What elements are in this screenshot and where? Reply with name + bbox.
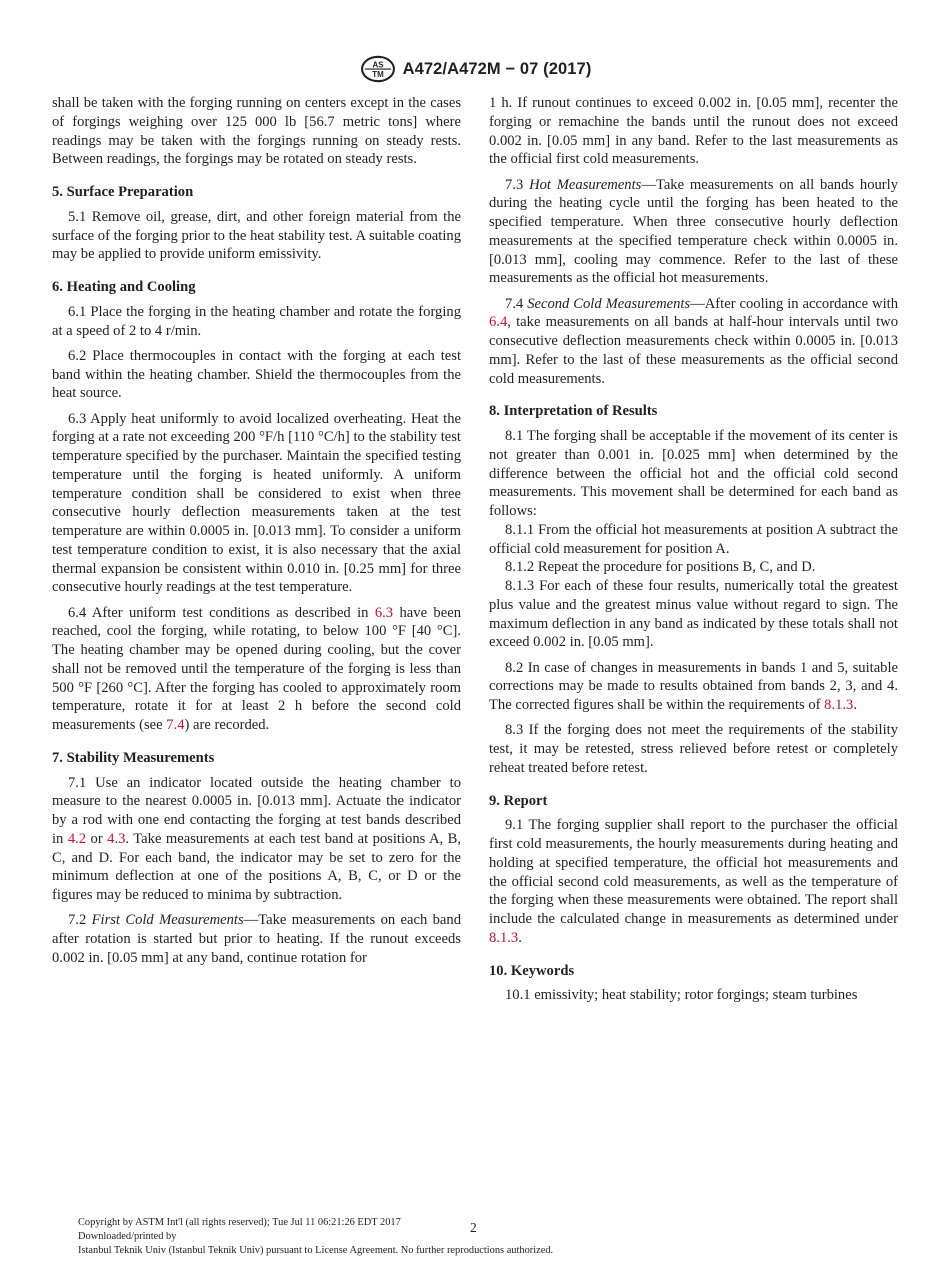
subsection-title: Hot Measurements <box>529 176 642 193</box>
paragraph-7-1 <box>52 774 461 905</box>
text-segment: 6.4 After uniform test conditions as described in <box>68 604 375 621</box>
cross-reference-link[interactable]: 6.3 <box>374 604 394 621</box>
text-segment: 7.4 <box>505 295 528 312</box>
section-heading-6: 6. Heating and Cooling <box>52 279 196 295</box>
svg-text:TM: TM <box>371 69 384 79</box>
paragraph-8-1-3: 8.1.3 For each of these four results, numerically total the greatest plus value and the greatest minus value without regard to sign. The maximum deflection in any band as indicated by these totals shall not exceed 0.002 in. [0.05 mm]. <box>489 578 898 651</box>
astm-logo-icon <box>359 54 397 84</box>
paragraph-9-1 <box>489 816 898 947</box>
paragraph-10-1: 10.1 emissivity; heat stability; rotor forgings; steam turbines <box>505 987 858 1004</box>
paragraph-6-2: 6.2 Place thermocouples in contact with the forging at each test band within the heating chamber. Shield the thermocouples from the heat source. <box>52 347 461 402</box>
paragraph-7-3 <box>489 176 898 289</box>
text-segment: 8.2 In case of changes in measurements in bands 1 and 5, suitable corrections may be made to results obtained from bands 2, 3, and 4. The corrected figures shall be within the requirements of <box>489 659 898 713</box>
page-number: 2 <box>470 1220 477 1235</box>
cross-reference-link[interactable]: 8.1.3 <box>824 697 854 713</box>
text-segment: . <box>853 697 857 713</box>
section-heading-7: 7. Stability Measurements <box>52 749 215 766</box>
svg-text:AS: AS <box>372 60 384 70</box>
paragraph-7-4 <box>489 295 898 389</box>
paragraph-continuation: shall be taken with the forging running on centers except in the cases of forgings weighing over 125 000 lb [56.7 metric tons] where readings may be taken with the forgings running on steady rests. Between readings, the forgings may be rotated on steady rests. <box>52 95 461 168</box>
text-segment: 7.1 Use an indicator located outside the heating chamber to measure to the nearest 0.0005 in. [0.013 mm]. Actuate the indicator by a rod with one end contacting the forging at test bands described in <box>52 774 461 847</box>
paragraph-8-1-1: 8.1.1 From the official hot measurements at position A subtract the official cold measurement for position A. <box>489 521 898 557</box>
text-segment: —Take measurements on all bands hourly during the heating cycle until the forging has been heated to the specified temperature. When three consecutive hourly deflection measurements at the specified temperature check within 0.0005 in. [0.013 mm], cooling may commence. Refer to the last of these measurements as the official hot measurements. <box>489 176 898 287</box>
text-segment: —After cooling in accordance with <box>690 295 898 312</box>
section-heading-8: 8. Interpretation of Results <box>489 403 658 420</box>
paragraph-8-1: 8.1 The forging shall be acceptable if the movement of its center is not greater than 0.001 in. [0.025 mm] when determined by the difference between the official hot and the official cold second measurements. This movement shall be determined for each band as follows: <box>489 428 898 519</box>
cross-reference-link[interactable]: 6.4 <box>489 314 508 331</box>
text-segment: . <box>518 929 522 946</box>
subsection-title: Second Cold Measurements <box>527 295 691 312</box>
text-segment: ) are recorded. <box>184 717 270 733</box>
section-heading-10: 10. Keywords <box>489 962 575 979</box>
text-segment: have been reached, cool the forging, while rotating, to below 100 °F [40 °C]. The heating chamber may be opened during cooling, but the cover shall not be removed until the temperature of the forging is less than 500 °F [260 °C]. After the forging has cooled to approximately room temperature, rotate it for at least 2 h before the second cold measurements (see <box>52 604 461 733</box>
section-heading-9: 9. Report <box>489 792 548 809</box>
paragraph-8-2 <box>489 659 898 715</box>
footer-line-downloaded: Downloaded/printed by <box>78 1231 177 1243</box>
footer-line-license: Istanbul Teknik Univ (Istanbul Teknik Univ) pursuant to License Agreement. No further reproductions authorized. <box>78 1245 554 1257</box>
copyright-footer <box>78 1216 898 1259</box>
text-segment: 9.1 The forging supplier shall report to the purchaser the official first cold measurements, the hourly measurements during heating and holding at specified temperature, the official hot measurements and the official second cold measurements, as well as the temperature of the forging when these measurements were obtained. The report shall include the calculated change in measurements as determined under <box>489 817 898 927</box>
paragraph-5-1: 5.1 Remove oil, grease, dirt, and other foreign material from the surface of the forging prior to the heat stability test. A suitable coating may be applied to provide uniform emissivity. <box>52 208 461 263</box>
section-heading-5: 5. Surface Preparation <box>52 184 194 200</box>
right-column <box>489 94 898 1005</box>
cross-reference-link[interactable]: 7.4 <box>166 717 185 733</box>
text-segment: , take measurements on all bands at half-hour intervals until two consecutive deflection measurements check within 0.0005 in. [0.013 mm]. Refer to the last of these measurements as the official second cold measurements. <box>489 314 898 387</box>
paragraph-6-3: 6.3 Apply heat uniformly to avoid localized overheating. Heat the forging at a rate not exceeding 200 °F/h [110 °C/h] to the stability test temperature specified by the purchaser. Maintain the specified testing temperature until the forging is heated uniformly. A uniform temperature condition shall be considered to exist when three consecutive hourly deflection measurements taken at the test temperature are within 0.0005 in. [0.013 mm]. To consider a uniform test temperature condition to exist, it is also necessary that the axial thermal expansion be consistent within 0.010 in. [0.25 mm] for three consecutive hourly readings at the test temperature. <box>52 410 461 596</box>
text-segment: 7.2 <box>68 912 92 929</box>
paragraph-6-4 <box>52 604 461 735</box>
cross-reference-link[interactable]: 4.2 <box>67 830 87 847</box>
text-segment: 7.3 <box>505 176 530 193</box>
paragraph-8-1-2: 8.1.2 Repeat the procedure for positions B, C, and D. <box>505 559 816 576</box>
paragraph-continuation: 1 h. If runout continues to exceed 0.002 in. [0.05 mm], recenter the forging or remachine the bands until the runout does not exceed 0.002 in. [0.05 mm] in any band. Refer to the last measurements as the official first cold measurements. <box>489 95 898 168</box>
text-segment: —Take measurements on each band after rotation is started but prior to heating. If the runout exceeds 0.002 in. [0.05 mm] at any band, continue rotation for <box>52 912 461 966</box>
subsection-title: First Cold Measurements <box>91 912 244 929</box>
standard-designation: A472/A472M − 07 (2017) <box>402 59 592 78</box>
cross-reference-link[interactable]: 8.1.3 <box>489 929 519 946</box>
paragraph-8-3: 8.3 If the forging does not meet the requirements of the stability test, it may be retested, stress relieved before retest or completely reheat treated before retest. <box>489 722 898 776</box>
left-column <box>52 94 461 968</box>
footer-line-copyright: Copyright by ASTM Int'l (all rights reserved); Tue Jul 11 06:21:26 EDT 2017 <box>78 1217 401 1228</box>
paragraph-7-2 <box>52 911 461 967</box>
cross-reference-link[interactable]: 4.3 <box>107 830 126 847</box>
page-header <box>0 52 950 86</box>
paragraph-6-1: 6.1 Place the forging in the heating chamber and rotate the forging at a speed of 2 to 4 r/min. <box>52 303 461 339</box>
text-segment: or <box>86 830 108 847</box>
text-segment: . Take measurements at each test band at positions A, B, C, and D. For each band, the indicator may be set to zero for the minimum deflection at one of the positions A, B, C, or D or the figures may be reduced to minima by subtraction. <box>52 830 461 903</box>
